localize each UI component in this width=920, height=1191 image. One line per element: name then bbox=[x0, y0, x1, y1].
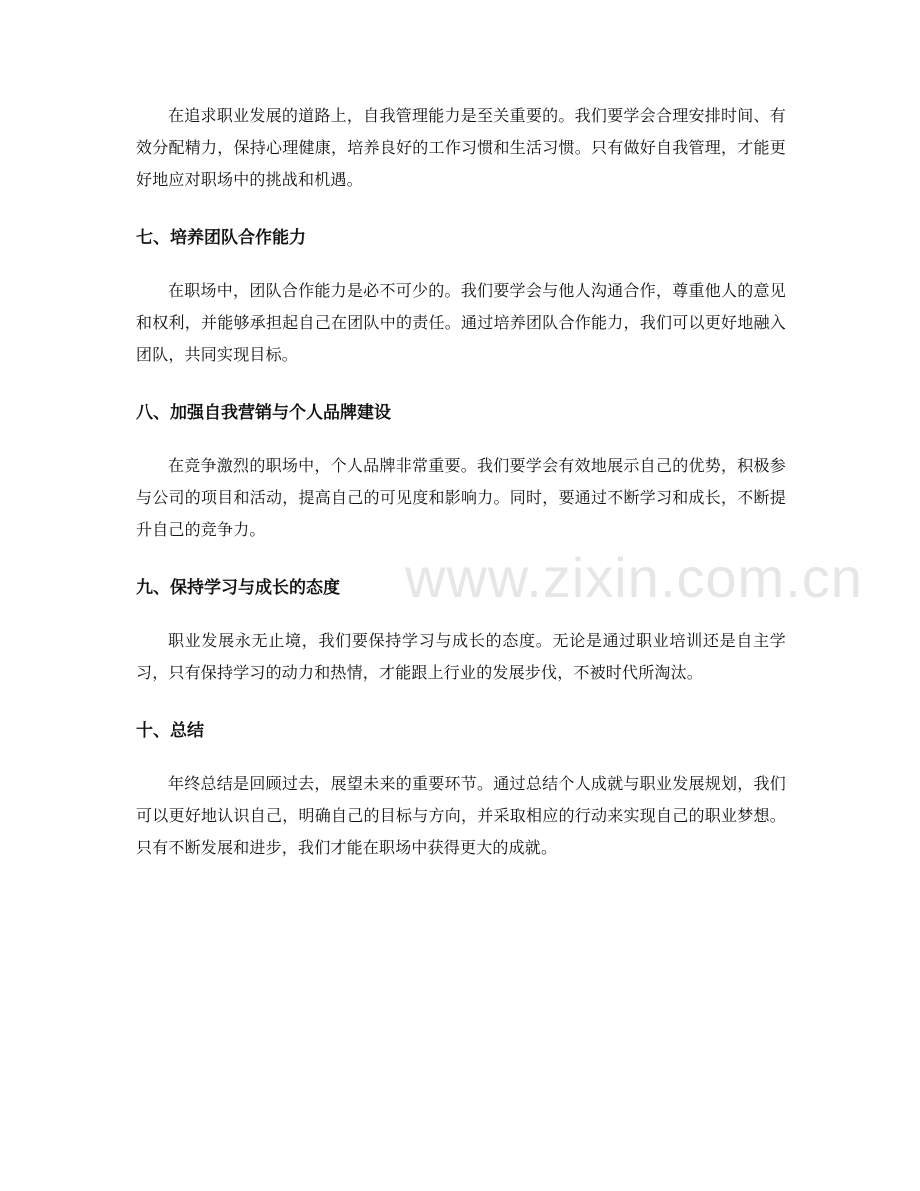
paragraph-summary: 年终总结是回顾过去，展望未来的重要环节。通过总结个人成就与职业发展规划，我们可以更好地认识自己，明确自己的目标与方向，并采取相应的行动来实现自己的职业梦想。只有不断发展和进步，我们才能在职场中获得更大的成就。 bbox=[136, 774, 786, 857]
paragraph-personal-brand: 在竞争激烈的职场中，个人品牌非常重要。我们要学会有效地展示自己的优势，积极参与公司的项目和活动，提高自己的可见度和影响力。同时，要通过不断学习和成长，不断提升自己的竞争力。 bbox=[136, 456, 786, 539]
watermark: www.zixin.com.cn bbox=[405, 546, 863, 609]
paragraph-teamwork: 在职场中，团队合作能力是必不可少的。我们要学会与他人沟通合作，尊重他人的意见和权利，并能够承担起自己在团队中的责任。通过培养团队合作能力，我们可以更好地融入团队，共同实现目标。 bbox=[136, 281, 786, 364]
heading-summary: 十、总结 bbox=[136, 721, 204, 741]
paragraph-learning-attitude: 职业发展永无止境，我们要保持学习与成长的态度。无论是通过职业培训还是自主学习，只有保持学习的动力和热情，才能跟上行业的发展步伐，不被时代所淘汰。 bbox=[136, 631, 786, 682]
paragraph-self-management: 在追求职业发展的道路上，自我管理能力是至关重要的。我们要学会合理安排时间、有效分配精力，保持心理健康，培养良好的工作习惯和生活习惯。只有做好自我管理，才能更好地应对职场中的挑战和机遇。 bbox=[136, 106, 786, 189]
heading-learning-attitude: 九、保持学习与成长的态度 bbox=[136, 578, 340, 598]
document-body bbox=[136, 100, 786, 864]
heading-personal-brand: 八、加强自我营销与个人品牌建设 bbox=[136, 403, 391, 423]
heading-teamwork: 七、培养团队合作能力 bbox=[136, 228, 306, 248]
